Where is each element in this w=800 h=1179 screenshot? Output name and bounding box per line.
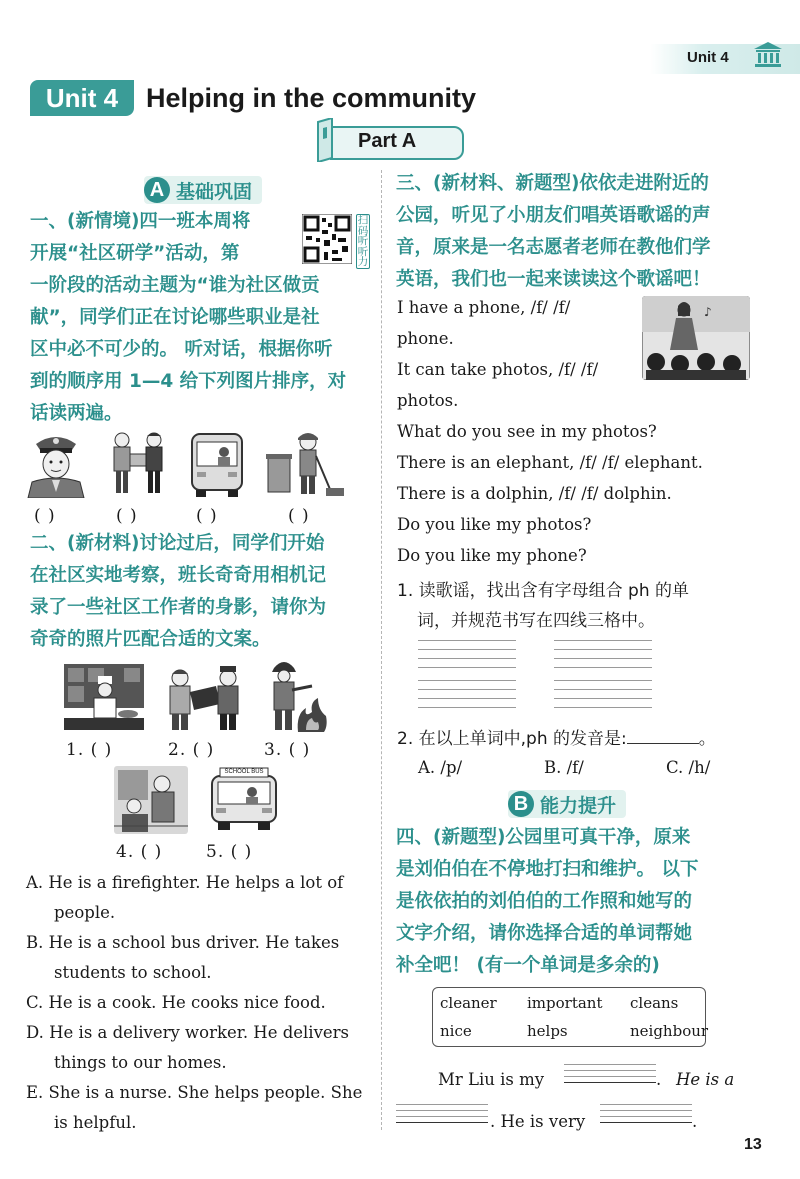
sentence-3-end: .: [692, 1112, 698, 1131]
option-text: is helpful.: [54, 1113, 137, 1132]
qr-code-icon[interactable]: [302, 214, 352, 264]
option-e: [26, 1078, 376, 1108]
chant-line: photos.: [397, 391, 459, 410]
chant-line: It can take photos, /f/ /f/: [397, 360, 599, 379]
section-b-label: 能力提升: [540, 794, 617, 817]
writing-grid-2[interactable]: [554, 640, 652, 708]
column-divider: [381, 170, 382, 1130]
word-bank-item: cleans: [630, 994, 679, 1012]
choice-b[interactable]: B. /f/: [544, 758, 584, 777]
fill-blank-1[interactable]: [564, 1064, 656, 1090]
picture-delivery-worker: [104, 428, 172, 496]
q1-blank-4[interactable]: ( ): [288, 506, 310, 526]
option-c: [26, 988, 376, 1018]
unit-header-label: Unit 4: [687, 49, 729, 66]
q2-blank-2[interactable]: 2. ( ): [168, 740, 215, 760]
option-letter: E.: [26, 1083, 44, 1102]
q2-line: 录了一些社区工作者的身影，请你为: [30, 597, 327, 618]
option-letter: B.: [26, 933, 44, 952]
qr-side-label: 扫码听听力: [357, 214, 369, 268]
chant-line: Do you like my photos?: [397, 515, 592, 534]
q3-line: 音，原来是一名志愿者老师在教他们学: [396, 237, 711, 258]
q1-line: 献”，同学们正在讨论哪些职业是社: [30, 307, 320, 328]
choice-a[interactable]: A. /p/: [418, 758, 463, 777]
page-title: Helping in the community: [146, 83, 477, 113]
q1-blank-2[interactable]: ( ): [116, 506, 138, 526]
picture-nurse-and-delivery: [162, 666, 248, 732]
q4-line: 是刘伯伯在不停地打扫和维护。 以下: [396, 859, 699, 880]
building-icon: [752, 40, 784, 68]
bookmark-icon: [314, 118, 336, 162]
question-3: [396, 168, 776, 296]
picture-cleaner: [266, 428, 346, 498]
q1-blank-1[interactable]: ( ): [34, 506, 56, 526]
chant-line: There is an elephant, /f/ /f/ elephant.: [397, 453, 703, 472]
section-a-letter: A: [144, 177, 170, 203]
q1-line: 一、(新情境)四一班本周将: [30, 211, 251, 232]
picture-firefighter: [268, 656, 328, 732]
chant-line: phone.: [397, 329, 454, 348]
q1-line: 一阶段的活动主题为“谁为社区做贡: [30, 275, 320, 296]
q3-task2: [397, 724, 716, 754]
q2-blank-5[interactable]: 5. ( ): [206, 842, 253, 862]
section-b-tag: [508, 790, 626, 818]
q2-line: 奇奇的照片匹配合适的文案。: [30, 629, 271, 650]
sentence-1-start: Mr Liu is my: [438, 1070, 545, 1089]
q3-line: 三、(新材料、新题型)依依走进附近的: [396, 173, 709, 194]
q1-line: 话读两遍。: [30, 403, 123, 424]
picture-cook: [62, 662, 146, 732]
q1-blank-3[interactable]: ( ): [196, 506, 218, 526]
option-text: students to school.: [54, 963, 212, 982]
word-bank-item: important: [527, 994, 603, 1012]
sentence-1-end: .: [656, 1070, 662, 1089]
q2-line: 二、(新材料)讨论过后，同学们开始: [30, 533, 325, 554]
task-text: 。: [698, 729, 716, 749]
q1-line: 区中必不可少的。 听对话，根据你听: [30, 339, 333, 360]
task-text: 2. 在以上单词中,ph 的发音是:: [397, 729, 627, 749]
chant-line: Do you like my phone?: [397, 546, 587, 565]
option-a: [26, 868, 376, 898]
svg-text:♪: ♪: [704, 305, 712, 319]
section-a-tag: [144, 176, 262, 204]
page-number: 13: [744, 1136, 762, 1153]
q4-line: 补全吧！ (有一个单词是多余的): [396, 955, 660, 976]
section-b-letter: B: [508, 791, 534, 817]
option-text: He is a school bus driver. He takes: [48, 933, 340, 952]
picture-police-officer: [24, 430, 88, 498]
word-bank-item: helps: [527, 1022, 568, 1040]
option-text: people.: [54, 903, 116, 922]
unit-badge: Unit 4: [30, 80, 134, 116]
q2-line: 在社区实地考察，班长奇奇用相机记: [30, 565, 327, 586]
q4-line: 是依依拍的刘伯伯的工作照和她写的: [396, 891, 693, 912]
task-text: 1. 读歌谣，找出含有字母组合 ph 的单: [397, 581, 689, 601]
fill-blank-3[interactable]: [600, 1104, 692, 1130]
q4-line: 四、(新题型)公园里可真干净，原来: [396, 827, 691, 848]
choice-c[interactable]: C. /h/: [666, 758, 711, 777]
q1-line: 开展“社区研学”活动，第: [30, 243, 240, 264]
option-d: [26, 1018, 376, 1048]
question-2: [30, 528, 380, 656]
q2-blank-4[interactable]: 4. ( ): [116, 842, 163, 862]
chant-line: I have a phone, /f/ /f/: [397, 298, 571, 317]
task2-blank[interactable]: [627, 726, 699, 744]
option-letter: D.: [26, 1023, 44, 1042]
section-a-label: 基础巩固: [176, 180, 253, 203]
picture-bus-driver: [190, 432, 244, 498]
chant-line: What do you see in my photos?: [397, 422, 657, 441]
option-letter: C.: [26, 993, 44, 1012]
bus-sign: SCHOOL BUS: [224, 769, 264, 775]
part-a-label: Part A: [358, 130, 417, 152]
word-bank-item: cleaner: [440, 994, 497, 1012]
option-letter: A.: [26, 873, 44, 892]
q2-blank-3[interactable]: 3. ( ): [264, 740, 311, 760]
task-text: 词，并规范书写在四线三格中。: [417, 611, 655, 631]
option-text: He is a delivery worker. He delivers: [49, 1023, 350, 1042]
q3-line: 英语，我们也一起来读读这个歌谣吧！: [396, 269, 711, 290]
picture-school-bus: [210, 766, 278, 832]
question-4: [396, 822, 776, 982]
q3-task1: [397, 576, 689, 636]
word-bank-item: nice: [440, 1022, 472, 1040]
option-text: She is a nurse. She helps people. She: [48, 1083, 363, 1102]
q4-line: 文字介绍，请你选择合适的单词帮她: [396, 923, 693, 944]
picture-nurse-hospital: [114, 766, 188, 834]
writing-grid-1[interactable]: [418, 640, 516, 708]
chant-line: There is a dolphin, /f/ /f/ dolphin.: [397, 484, 672, 503]
q3-line: 公园，听见了小朋友们唱英语歌谣的声: [396, 205, 711, 226]
word-bank-item: neighbour: [630, 1022, 709, 1040]
option-text: He is a cook. He cooks nice food.: [48, 993, 326, 1012]
q2-options: [26, 868, 376, 1138]
chant: [397, 292, 777, 571]
sentence-2-start: He is a: [676, 1070, 735, 1089]
option-text: He is a firefighter. He helps a lot of: [48, 873, 344, 892]
sentence-3: . He is very: [490, 1112, 586, 1131]
q2-blank-1[interactable]: 1. ( ): [66, 740, 113, 760]
fill-blank-2[interactable]: [396, 1104, 488, 1130]
q1-line: 到的顺序用 1—4 给下列图片排序，对: [30, 371, 347, 392]
option-text: things to our homes.: [54, 1053, 227, 1072]
option-b: [26, 928, 376, 958]
